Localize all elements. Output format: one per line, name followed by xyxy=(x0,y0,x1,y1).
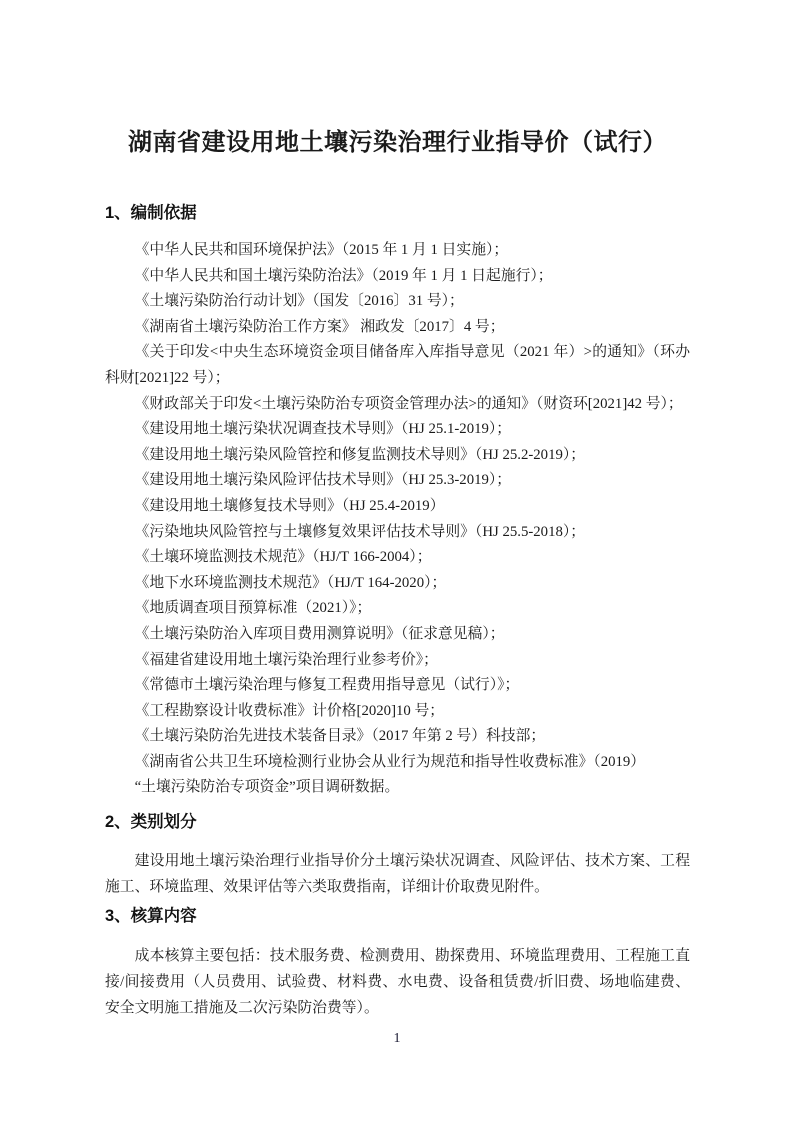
reference-item: 《关于印发<中央生态环境资金项目储备库入库指导意见（2021 年）>的通知》（环办科财[2021]22 号）； xyxy=(105,344,690,386)
reference-item: 《建设用地土壤修复技术导则》（HJ 25.4-2019） xyxy=(134,497,445,514)
reference-item: 《湖南省土壤污染防治工作方案》 湘政发〔2017〕4 号； xyxy=(134,318,505,335)
reference-item: “土壤污染防治专项资金”项目调研数据。 xyxy=(134,779,400,796)
reference-item: 《湖南省公共卫生环境检测行业协会从业行为规范和指导性收费标准》（2019） xyxy=(134,753,646,770)
reference-item: 《工程勘察设计收费标准》计价格[2020]10 号； xyxy=(134,702,445,719)
reference-item: 《土壤污染防治先进技术装备目录》（2017 年第 2 号）科技部； xyxy=(134,728,546,745)
section-category-division xyxy=(105,811,690,900)
reference-list xyxy=(105,238,690,801)
reference-item: 《地质调查项目预算标准（2021）》； xyxy=(134,600,372,617)
section-accounting-content xyxy=(105,905,690,1021)
section-2-paragraph: 建设用地土壤污染治理行业指导价分土壤污染状况调查、风险评估、技术方案、工程施工、环境监理、效果评估等六类取费指南，详细计价取费见附件。 xyxy=(105,853,690,896)
section-1-heading: 1、编制依据 xyxy=(105,204,197,222)
reference-item: 《财政部关于印发<土壤污染防治专项资金管理办法>的通知》（财资环[2021]42 号）； xyxy=(134,395,683,412)
reference-item: 《建设用地土壤污染状况调查技术导则》（HJ 25.1-2019）； xyxy=(134,421,512,438)
reference-item: 《建设用地土壤污染风险评估技术导则》（HJ 25.3-2019）； xyxy=(134,472,512,489)
reference-item: 《污染地块风险管控与土壤修复效果评估技术导则》（HJ 25.5-2018）； xyxy=(134,523,586,540)
section-compilation-basis xyxy=(105,202,690,801)
page-number: 1 xyxy=(393,1031,401,1046)
reference-item: 《中华人民共和国环境保护法》（2015 年 1 月 1 日实施）； xyxy=(134,242,509,258)
reference-item: 《建设用地土壤污染风险管控和修复监测技术导则》（HJ 25.2-2019）； xyxy=(134,446,586,463)
reference-item: 《土壤污染防治行动计划》（国发〔2016〕31 号）； xyxy=(134,293,464,310)
reference-item: 《福建省建设用地土壤污染治理行业参考价》； xyxy=(134,651,438,668)
reference-item: 《土壤污染防治入库项目费用测算说明》（征求意见稿）； xyxy=(134,625,505,642)
reference-item: 《地下水环境监测技术规范》（HJ/T 164-2020）； xyxy=(134,574,447,591)
reference-item: 《中华人民共和国土壤污染防治法》（2019 年 1 月 1 日起施行）； xyxy=(134,267,553,284)
reference-item: 《常德市土壤污染治理与修复工程费用指导意见（试行）》； xyxy=(134,677,520,694)
section-3-paragraph: 成本核算主要包括：技术服务费、检测费用、勘探费用、环境监理费用、工程施工直接/间接费用（人员费用、试验费、材料费、水电费、设备租赁费/折旧费、场地临建费、安全文明施工措施及二次污染防治费等）。 xyxy=(105,948,690,1017)
section-2-heading: 2、类别划分 xyxy=(105,813,197,832)
document-title: 湖南省建设用地土壤污染治理行业指导价（试行） xyxy=(128,130,667,156)
reference-item: 《土壤环境监测技术规范》（HJ/T 166-2004）； xyxy=(134,549,432,566)
section-3-heading: 3、核算内容 xyxy=(105,907,197,926)
